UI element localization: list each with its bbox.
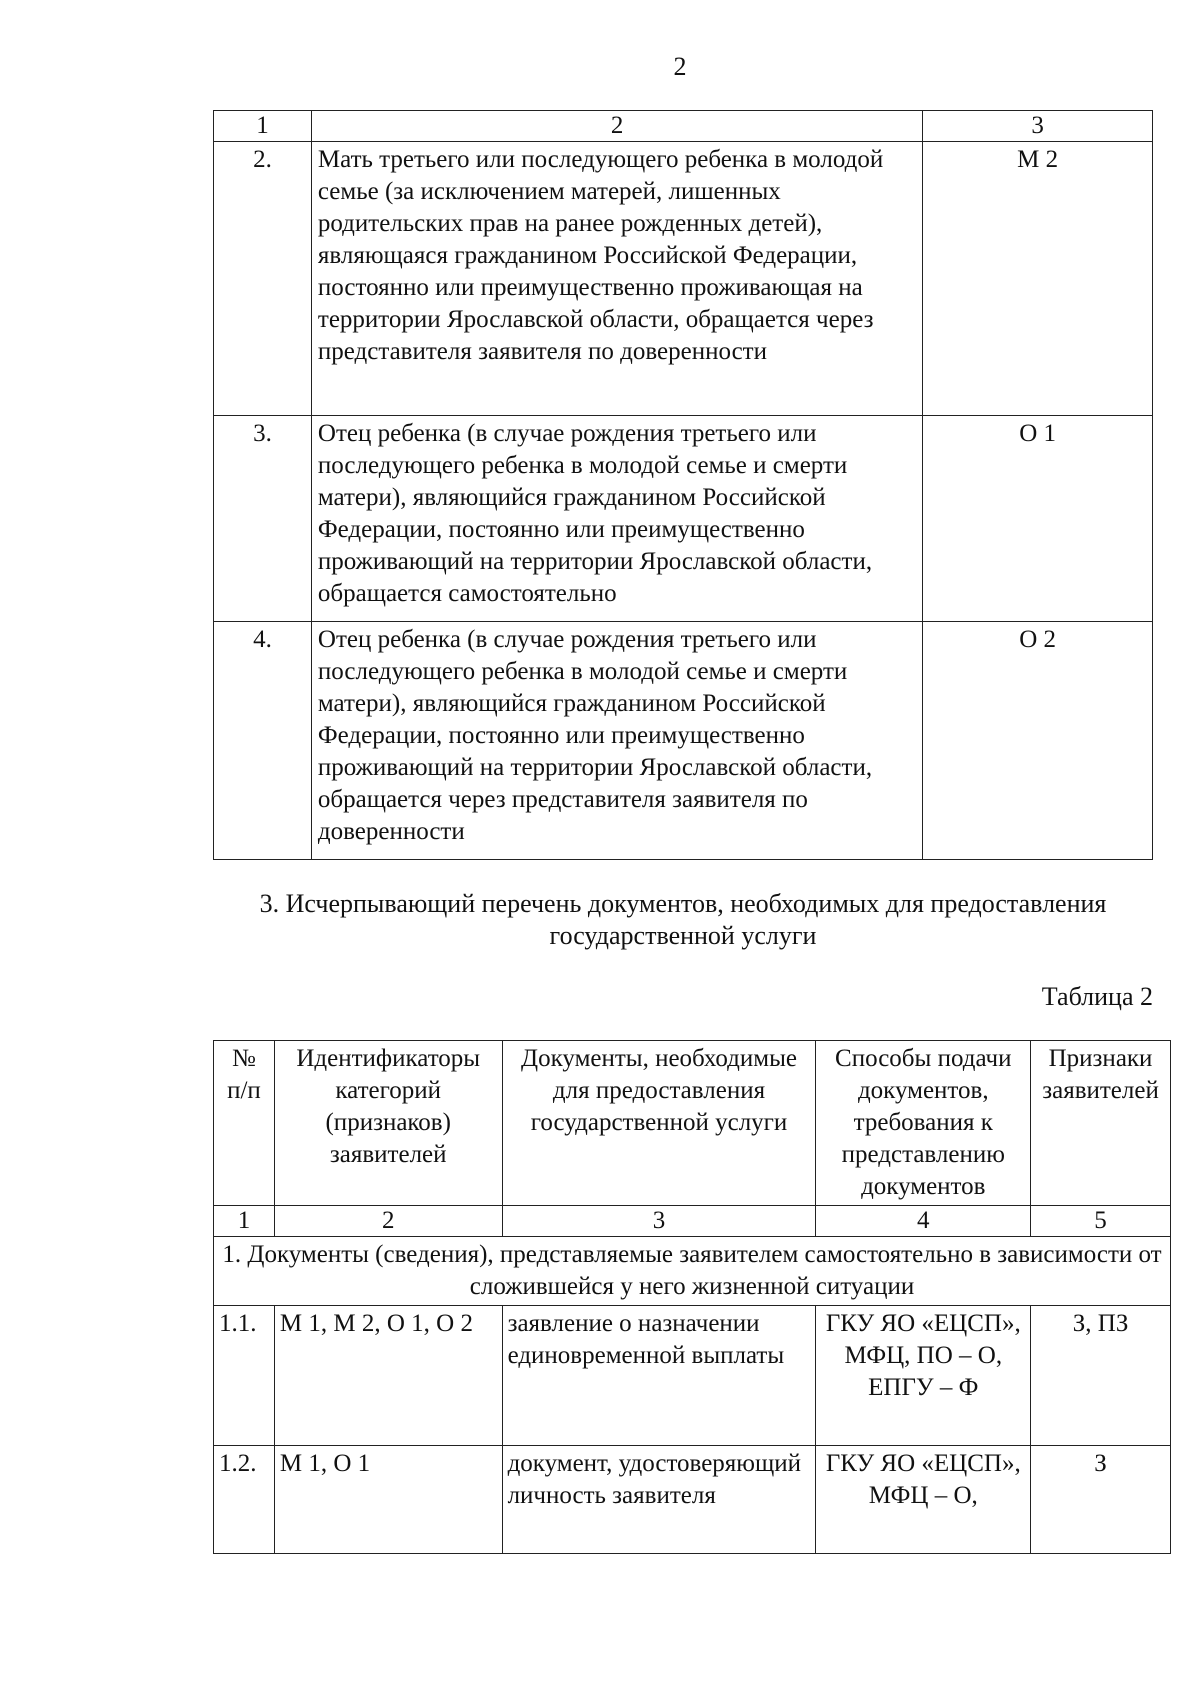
applicant-signs-cell: З, ПЗ [1031,1306,1171,1446]
document-cell: документ, удостоверяющий личность заявителя [502,1446,816,1554]
category-ids-cell: М 1, М 2, О 1, О 2 [274,1306,502,1446]
page-number: 2 [673,52,687,81]
header-cell: Способы подачи документов, требования к представлению документов [816,1041,1031,1206]
column-number-cell: 2 [274,1206,502,1237]
column-number-cell: 1 [214,111,312,142]
category-ids-cell: М 1, О 1 [274,1446,502,1554]
category-description-cell: Мать третьего или последующего ребенка в молодой семье (за исключением матерей, лишенных родительских прав на ранее рожденных детей), являющаяся гражданином Российской Федерации, постоянно или преимущественно проживающая на территории Ярославской области, обращается через представителя заявителя по доверенности [311,142,922,416]
column-number-cell: 5 [1031,1206,1171,1237]
column-number-cell: 3 [502,1206,816,1237]
submission-method-cell: ГКУ ЯО «ЕЦСП», МФЦ, ПО – О, ЕПГУ – Ф [816,1306,1031,1446]
section-title: 3. Исчерпывающий перечень документов, необходимых для предоставления государственной услуги [259,889,1107,950]
row-number-cell: 4. [214,622,312,860]
document-cell: заявление о назначении единовременной выплаты [502,1306,816,1446]
column-number-cell: 4 [816,1206,1031,1237]
column-number-cell: 1 [214,1206,275,1237]
applicant-categories-table [213,110,1153,860]
category-description-cell: Отец ребенка (в случае рождения третьего или последующего ребенка в молодой семье и смерти матери), являющийся гражданином Российской Федерации, постоянно или преимущественно проживающий на территории Ярославской области, обращается через представителя заявителя по доверенности [311,622,922,860]
applicant-signs-cell: З [1031,1446,1171,1554]
header-cell: Признаки заявителей [1031,1041,1171,1206]
column-numbers-row [214,1206,1171,1237]
table-row [214,1446,1171,1554]
category-code-cell: О 2 [923,622,1153,860]
table-label: Таблица 2 [1041,982,1153,1011]
table-header-row [214,111,1153,142]
table-row [214,416,1153,622]
row-number-cell: 1.2. [214,1446,275,1554]
row-number-cell: 3. [214,416,312,622]
category-description-cell: Отец ребенка (в случае рождения третьего или последующего ребенка в молодой семье и смерти матери), являющийся гражданином Российской Федерации, постоянно или преимущественно проживающий на территории Ярославской области, обращается самостоятельно [311,416,922,622]
row-number-cell: 2. [214,142,312,416]
row-number-cell: 1.1. [214,1306,275,1446]
submission-method-cell: ГКУ ЯО «ЕЦСП», МФЦ – О, [816,1446,1031,1554]
column-number-cell: 2 [311,111,922,142]
category-code-cell: М 2 [923,142,1153,416]
documents-table [213,1040,1171,1554]
column-number-cell: 3 [923,111,1153,142]
table-row [214,622,1153,860]
header-cell: Документы, необходимые для предоставления государственной услуги [502,1041,816,1206]
table-row [214,142,1153,416]
category-code-cell: О 1 [923,416,1153,622]
header-cell: Идентификаторы категорий (признаков) заявителей [274,1041,502,1206]
group-title-row [214,1237,1171,1306]
header-cell: № п/п [214,1041,275,1206]
table-header-row [214,1041,1171,1206]
table-row [214,1306,1171,1446]
group-title-cell: 1. Документы (сведения), представляемые заявителем самостоятельно в зависимости от сложившейся у него жизненной ситуации [214,1237,1171,1306]
